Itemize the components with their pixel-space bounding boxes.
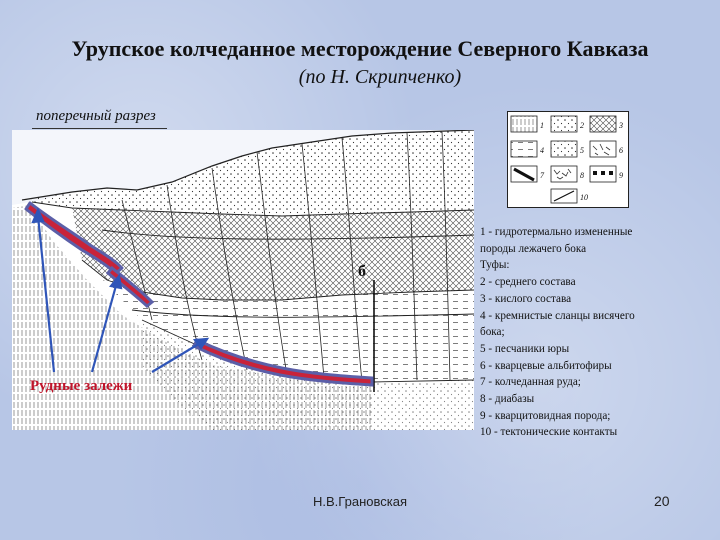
- footer-author: Н.В.Грановская: [313, 494, 407, 509]
- legend-line: 7 - колчеданная руда;: [480, 376, 581, 389]
- ore-deposits-label: Рудные залежи: [30, 378, 133, 394]
- legend-num-5: 5: [580, 146, 584, 155]
- page-number: 20: [654, 493, 670, 509]
- legend-line: породы лежачего бока: [480, 242, 587, 255]
- legend-num-1: 1: [540, 121, 544, 130]
- legend-num-8: 8: [580, 171, 584, 180]
- legend-line: Туфы:: [480, 259, 510, 272]
- legend-line: 9 - кварцитовидная порода;: [480, 409, 611, 422]
- legend-line: бока;: [480, 326, 505, 339]
- legend-line: 4 - кремнистые сланцы висячего: [480, 309, 635, 322]
- legend-num-3: 3: [619, 121, 623, 130]
- legend-line: 5 - песчаники юры: [480, 342, 570, 355]
- legend-symbol-box: [507, 111, 629, 208]
- fault-label-b: б: [358, 263, 366, 280]
- legend-line: 1 - гидротермально измененные: [480, 226, 633, 238]
- slide-title: Урупское колчеданное месторождение Северного Кавказа: [71, 36, 649, 61]
- legend-line: 3 - кислого состава: [480, 292, 572, 305]
- section-underline: [32, 128, 167, 129]
- legend-num-6: 6: [619, 146, 623, 155]
- legend-num-2: 2: [580, 121, 584, 130]
- legend-line: 8 - диабазы: [480, 393, 535, 406]
- legend-line: 2 - среднего состава: [480, 276, 576, 289]
- legend-text: [480, 224, 716, 441]
- slide-subtitle: (по Н. Скрипченко): [298, 66, 462, 88]
- legend-num-10: 10: [580, 193, 588, 202]
- legend-num-4: 4: [540, 146, 544, 155]
- legend-num-9: 9: [619, 171, 623, 180]
- legend-num-7: 7: [540, 171, 544, 180]
- section-label: поперечный разрез: [36, 108, 156, 124]
- legend-line: 10 - тектонические контакты: [480, 426, 618, 439]
- legend-line: 6 - кварцевые альбитофиры: [480, 359, 612, 372]
